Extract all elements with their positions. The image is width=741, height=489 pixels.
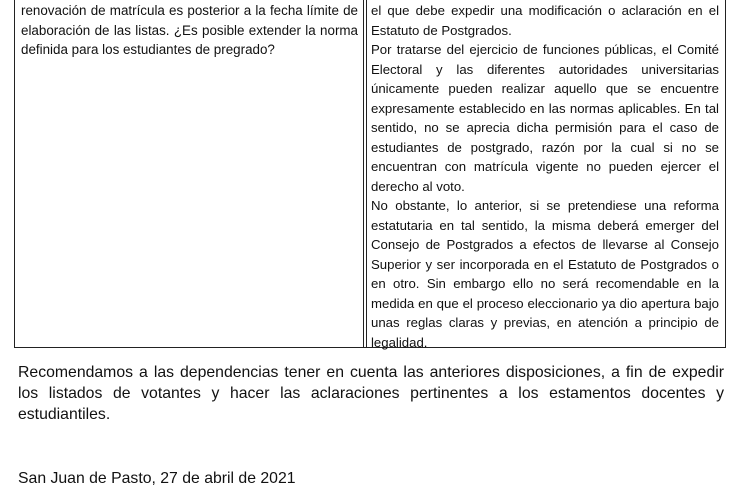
question-text: renovación de matrícula es posterior a la fecha límite de elaboración de las listas. ¿Es posible extender la norma definida para los estudiantes de pregrado? — [21, 3, 358, 57]
question-answer-table — [14, 0, 726, 348]
answer-cell — [364, 0, 725, 350]
answer-paragraph-3: No obstante, lo anterior, si se pretendiese una reforma estatutaria en tal sentido, la misma deberá emerger del Consejo de Postgrados a efectos de llevarse al Consejo Superior y ser incorporada en el Estatuto de Postgrados o en otro. Sin embargo ello no será recomendable en la medida en que el proceso eleccionario ya dio apertura bajo unas reglas claras y previas, en atención a principio de legalidad. — [371, 198, 719, 350]
answer-paragraph-1: el que debe expedir una modificación o aclaración en el Estatuto de Postgrados. — [371, 3, 719, 38]
place-date-line: San Juan de Pasto, 27 de abril de 2021 — [18, 470, 296, 487]
recommendation-paragraph: Recomendamos a las dependencias tener en cuenta las anteriores disposiciones, a fin de expedir los listados de votantes y hacer las aclaraciones pertinentes a los estamentos docentes y estudiantiles. — [18, 364, 724, 423]
answer-paragraph-2: Por tratarse del ejercicio de funciones públicas, el Comité Electoral y las diferentes autoridades universitarias únicamente pueden realizar aquello que se encuentre expresamente establecido en las normas aplicables. En tal sentido, no se aprecia dicha permisión para el caso de estudiantes de postgrado, razón por la cual si no se encuentran con matrícula vigente no pueden ejercer el derecho al voto. — [371, 42, 719, 194]
question-cell — [15, 0, 364, 347]
